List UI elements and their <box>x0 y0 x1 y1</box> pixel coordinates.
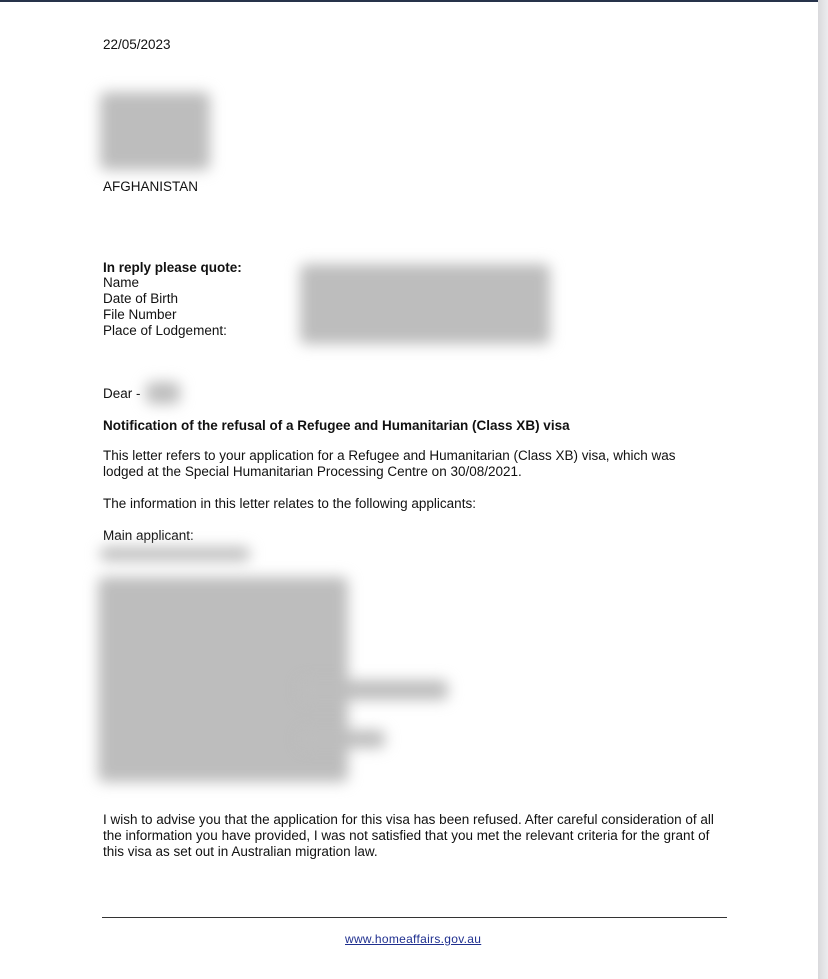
main-applicant-label: Main applicant: <box>103 528 194 543</box>
redacted-applicant-detail-extra <box>300 680 448 700</box>
redacted-applicant-detail-extra-2 <box>300 730 385 748</box>
page-edge-shadow <box>818 0 828 979</box>
redacted-address <box>100 92 210 170</box>
letter-date: 22/05/2023 <box>103 37 171 52</box>
quote-field-file-number: File Number <box>103 307 177 322</box>
paragraph-application-line-2: lodged at the Special Humanitarian Processing Centre on 30/08/2021. <box>103 464 522 479</box>
quote-field-dob: Date of Birth <box>103 291 179 306</box>
redacted-salutation-name <box>146 382 180 404</box>
quote-field-name: Name <box>103 275 140 290</box>
paragraph-applicants: The information in this letter relates to the following applicants: <box>103 496 476 511</box>
decision-line-3: this visa as set out in Australian migration law. <box>103 844 378 859</box>
decision-line-1: I wish to advise you that the application for this visa has been refused. After careful consideration of all <box>103 812 714 827</box>
footer-website-link[interactable]: www.homeaffairs.gov.au <box>345 932 482 946</box>
redacted-applicant-line <box>100 547 250 561</box>
paragraph-application-line-1: This letter refers to your application for a Refugee and Humanitarian (Class XB) visa, which was <box>103 448 676 463</box>
decision-line-2: the information you have provided, I was not satisfied that you met the relevant criteria for the grant of <box>103 828 710 843</box>
quote-field-place: Place of Lodgement: <box>103 323 227 338</box>
address-country: AFGHANISTAN <box>103 179 199 194</box>
salutation: Dear - <box>103 386 141 401</box>
footer-divider <box>102 917 727 918</box>
letter-subject: Notification of the refusal of a Refugee and Humanitarian (Class XB) visa <box>103 418 570 433</box>
quote-heading: In reply please quote: <box>103 260 242 275</box>
redacted-quote-values <box>300 264 550 344</box>
